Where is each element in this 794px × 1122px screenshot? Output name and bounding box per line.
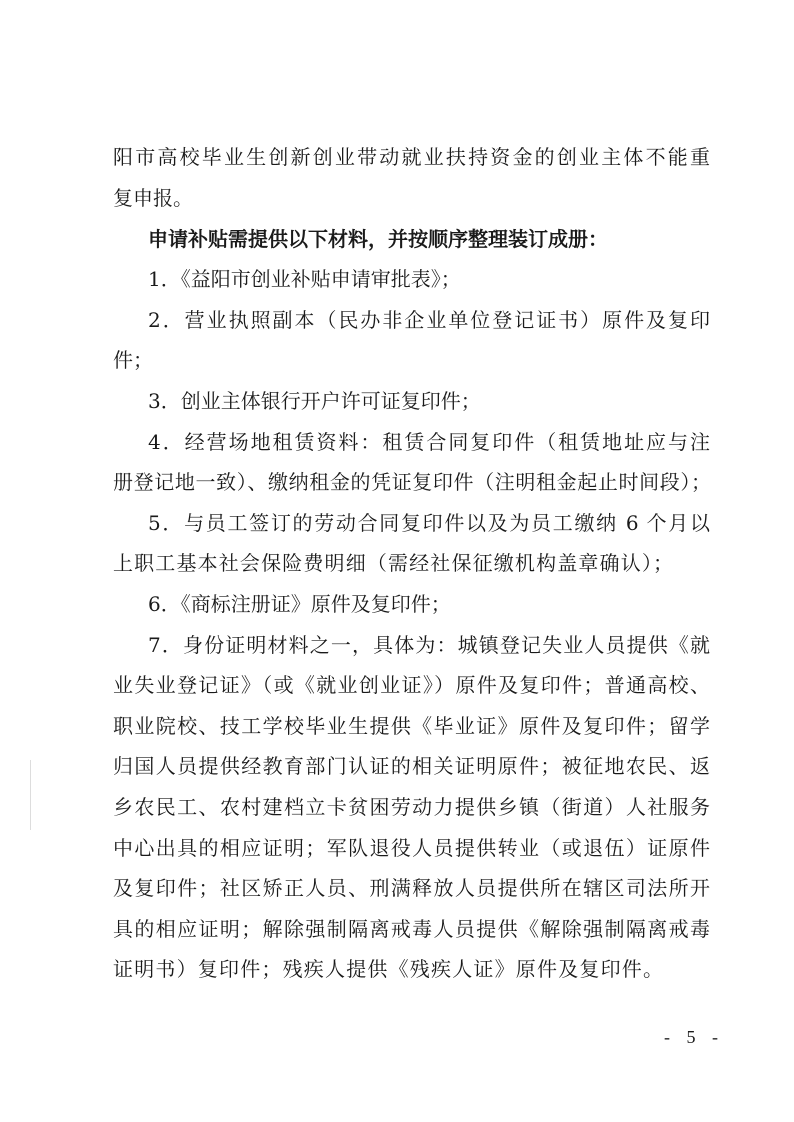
text-line: 乡农民工、农村建档立卡贫困劳动力提供乡镇（街道）人社服务 bbox=[113, 795, 710, 819]
text-line: 归国人员提供经教育部门认证的相关证明原件；被征地农民、返 bbox=[113, 754, 710, 778]
text-line: 册登记地一致）、缴纳租金的凭证复印件（注明租金起止时间段）； bbox=[113, 470, 710, 494]
text-line: 复申报。 bbox=[113, 186, 193, 210]
list-item-7: 7．身份证明材料之一，具体为：城镇登记失业人员提供《就 bbox=[148, 633, 710, 657]
section-heading: 申请补贴需提供以下材料，并按顺序整理装订成册： bbox=[148, 227, 608, 251]
text-line: 件； bbox=[113, 348, 153, 372]
list-item-4: 4．经营场地租赁资料：租赁合同复印件（租赁地址应与注 bbox=[148, 430, 710, 454]
text-line: 中心出具的相应证明；军队退役人员提供转业（或退伍）证原件 bbox=[113, 836, 710, 860]
list-item-5: 5．与员工签订的劳动合同复印件以及为员工缴纳 6 个月以 bbox=[148, 511, 710, 535]
text-line: 业失业登记证》（或《就业创业证》）原件及复印件；普通高校、 bbox=[113, 673, 710, 697]
text-line: 上职工基本社会保险费明细（需经社保征缴机构盖章确认）； bbox=[113, 551, 673, 575]
list-item-2: 2．营业执照副本（民办非企业单位登记证书）原件及复印 bbox=[148, 308, 710, 332]
list-item-6: 6．《商标注册证》原件及复印件； bbox=[148, 592, 451, 616]
text-line: 证明书）复印件；残疾人提供《残疾人证》原件及复印件。 bbox=[113, 957, 663, 981]
text-line: 具的相应证明；解除强制隔离戒毒人员提供《解除强制隔离戒毒 bbox=[113, 917, 710, 941]
text-line: 职业院校、技工学校毕业生提供《毕业证》原件及复印件；留学 bbox=[113, 714, 710, 738]
text-line: 及复印件；社区矫正人员、刑满释放人员提供所在辖区司法所开 bbox=[113, 876, 710, 900]
page-number: - 5 - bbox=[664, 1027, 724, 1047]
text-line: 阳市高校毕业生创新创业带动就业扶持资金的创业主体不能重 bbox=[113, 145, 710, 169]
scan-artifact bbox=[30, 760, 31, 830]
list-item-1: 1．《益阳市创业补贴申请审批表》； bbox=[148, 267, 461, 291]
list-item-3: 3．创业主体银行开户许可证复印件； bbox=[148, 389, 481, 413]
